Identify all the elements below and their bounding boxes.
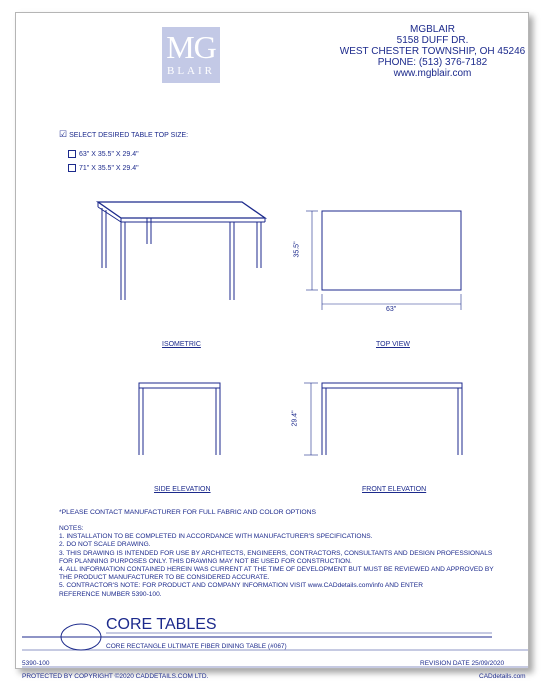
- caddetails-link[interactable]: CADdetails.com: [479, 673, 526, 680]
- side-elevation: [139, 383, 220, 455]
- note-line: 4. ALL INFORMATION CONTAINED HEREIN WAS CURRENT AT THE TIME OF DEVELOPMENT BUT MUST BE REVIEWED AND APPROVED BY: [59, 566, 494, 574]
- revision-date: REVISION DATE 25/09/2020: [420, 660, 505, 667]
- size-option-label: 71" X 35.5" X 29.4": [79, 164, 139, 172]
- company-address: 5158 DUFF DR.: [396, 35, 469, 46]
- note-line: 1. INSTALLATION TO BE COMPLETED IN ACCORDANCE WITH MANUFACTURER'S SPECIFICATIONS.: [59, 533, 373, 541]
- note-line: 5. CONTRACTOR'S NOTE: FOR PRODUCT AND COMPANY INFORMATION VISIT www.CADdetails.com/info AND ENTER: [59, 582, 423, 590]
- company-phone: PHONE: (513) 376-7182: [377, 57, 488, 68]
- logo-mark: MG: [166, 29, 216, 65]
- company-name: MGBLAIR: [409, 24, 455, 35]
- logo-subtext: BLAIR: [167, 65, 215, 77]
- drawing-title: CORE TABLES: [106, 616, 217, 633]
- company-website[interactable]: www.mgblair.com: [393, 68, 472, 79]
- label-side-elevation: SIDE ELEVATION: [154, 486, 211, 493]
- size-option-label: 63" X 35.5" X 29.4": [79, 150, 139, 158]
- front-elevation: [304, 383, 462, 455]
- isometric-view: [98, 202, 265, 300]
- dimension-height: 29.4": [291, 410, 299, 427]
- label-front-elevation: FRONT ELEVATION: [362, 486, 427, 493]
- note-line: 2. DO NOT SCALE DRAWING.: [59, 541, 151, 549]
- notes-block: [59, 525, 494, 599]
- dimension-depth: 35.5": [293, 241, 301, 258]
- label-top-view: TOP VIEW: [376, 341, 410, 348]
- company-city: WEST CHESTER TOWNSHIP, OH 45246: [339, 46, 526, 57]
- size-select-label: SELECT DESIRED TABLE TOP SIZE:: [69, 132, 189, 139]
- notes-heading: NOTES:: [59, 525, 84, 532]
- dimension-width: 63": [386, 306, 397, 313]
- copyright-notice: PROTECTED BY COPYRIGHT ©2020 CADDETAILS.COM LTD.: [22, 673, 209, 680]
- note-line: REFERENCE NUMBER 5390-100.: [59, 590, 162, 598]
- note-line: FOR PLANNING PURPOSES ONLY. THIS DRAWING MAY NOT BE USED FOR CONSTRUCTION.: [59, 557, 352, 565]
- note-line: 3. THIS DRAWING IS INTENDED FOR USE BY ARCHITECTS, ENGINEERS, CONTRACTORS, CONSULTANTS AND DESIGN PROFESSIONALS: [59, 549, 493, 557]
- label-isometric: ISOMETRIC: [162, 341, 201, 348]
- note-line: THE PRODUCT MANUFACTURER TO BE CONSIDERED ACCURATE.: [59, 574, 270, 582]
- contact-note: *PLEASE CONTACT MANUFACTURER FOR FULL FABRIC AND COLOR OPTIONS: [59, 509, 317, 516]
- top-view: [306, 211, 461, 310]
- reference-number: 5390-100: [22, 660, 50, 667]
- check-icon: ☑: [59, 129, 68, 139]
- drawing-subtitle: CORE RECTANGLE ULTIMATE FIBER DINING TABLE (#067): [106, 643, 287, 650]
